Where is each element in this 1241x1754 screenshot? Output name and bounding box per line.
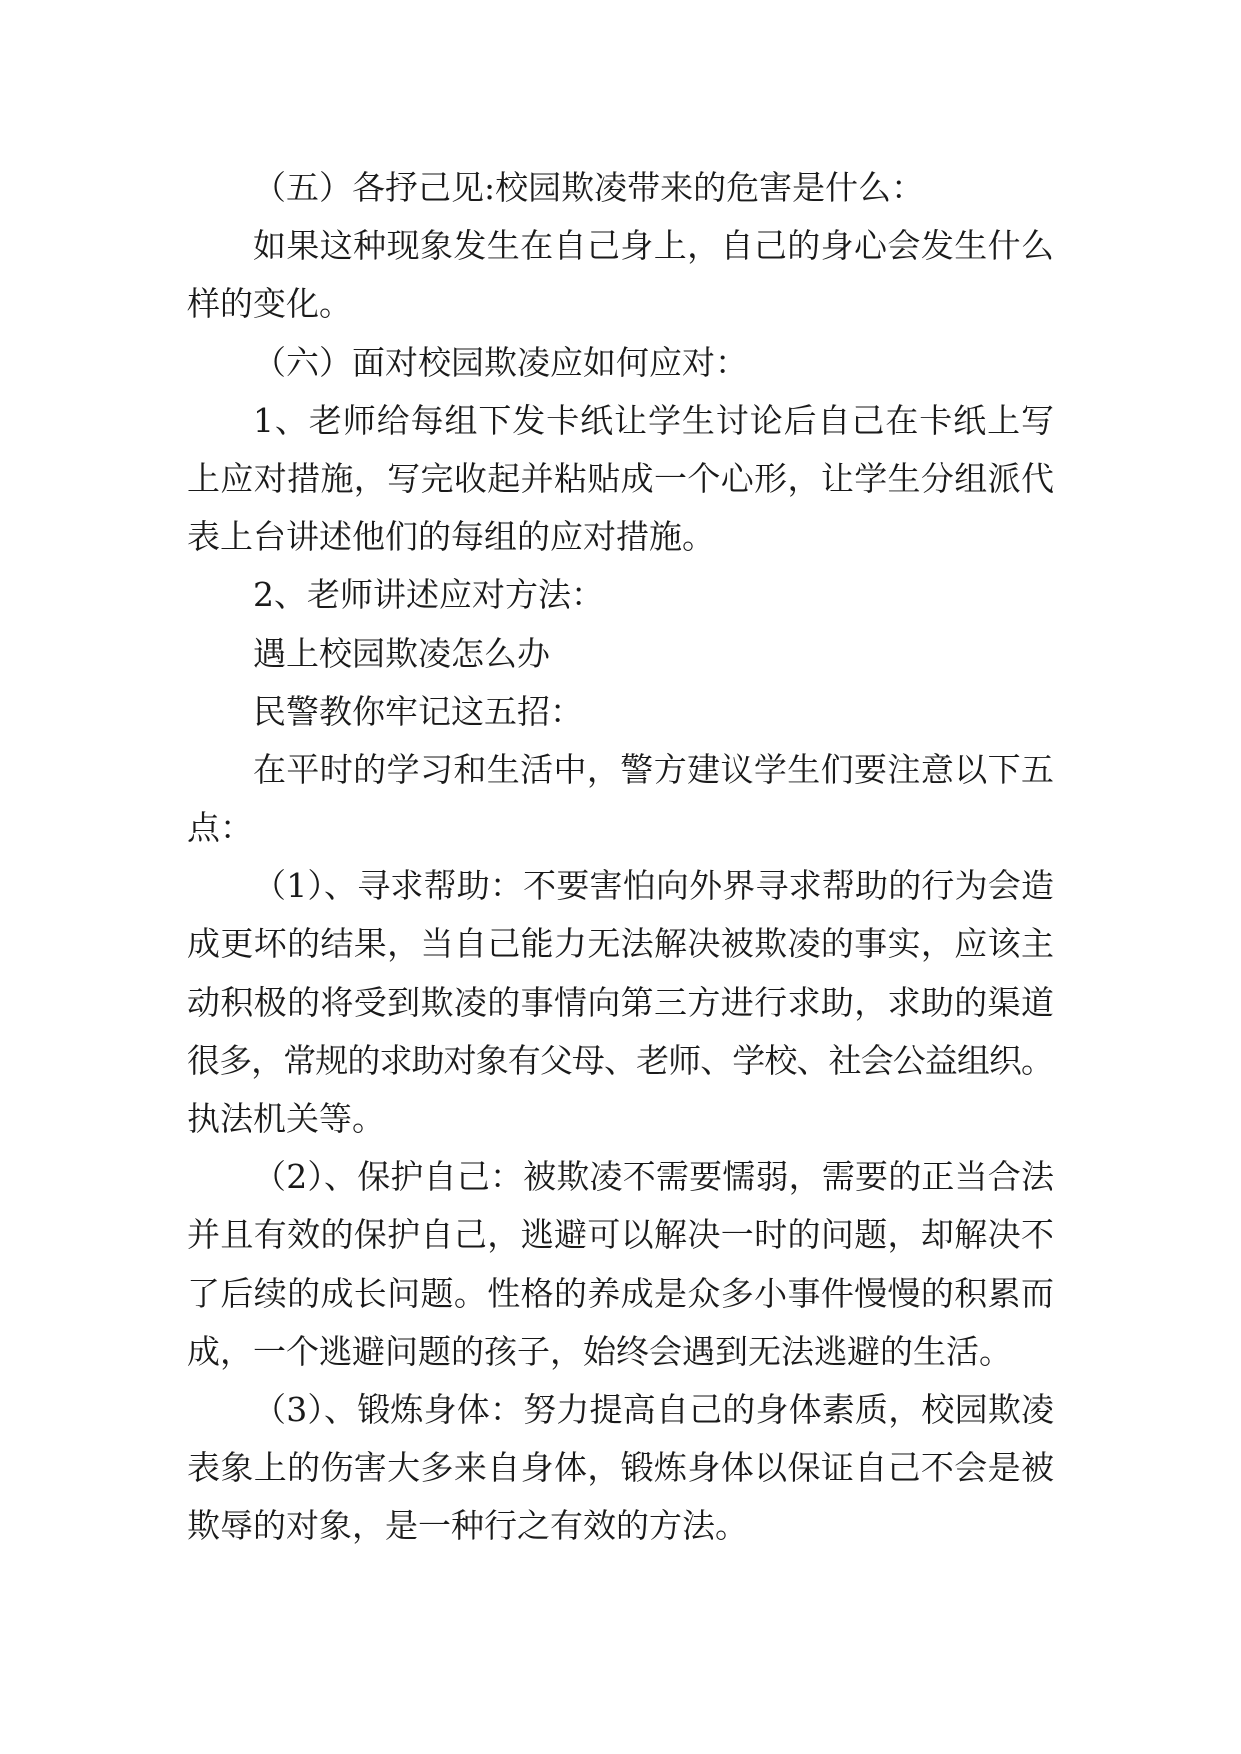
text-line (187, 159, 1054, 217)
text-line (187, 683, 1054, 741)
text-line-content: 并且有效的保护自己，逃避可以解决一时的问题，却解决不 (187, 1215, 1055, 1255)
text-line (187, 857, 1054, 915)
text-line (187, 1439, 1054, 1497)
text-line-content: 成更坏的结果，当自己能力无法解决被欺凌的事实，应该主 (187, 924, 1055, 964)
text-line (187, 625, 1054, 683)
paragraph (187, 1381, 1054, 1556)
text-line-content: 民警教你牢记这五招： (253, 691, 583, 731)
text-line-content: 成，一个逃避问题的孩子，始终会遇到无法逃避的生活。 (187, 1331, 1012, 1371)
text-line-content: （1）、寻求帮助：不要害怕向外界寻求帮助的行为会造 (253, 866, 1055, 906)
text-line-content: （2）、保护自己：被欺凌不需要懦弱，需要的正当合法 (253, 1157, 1055, 1197)
text-line (187, 566, 1054, 624)
text-line (187, 1497, 1054, 1555)
paragraph (187, 1148, 1054, 1381)
text-line (187, 1265, 1054, 1323)
text-line (187, 275, 1054, 333)
paragraph (187, 159, 1054, 217)
text-line (187, 1323, 1054, 1381)
paragraph (187, 566, 1054, 624)
text-line (187, 217, 1054, 275)
text-line-content: 了后续的成长问题。性格的养成是众多小事件慢慢的积累而 (187, 1273, 1055, 1313)
paragraph (187, 857, 1054, 1148)
text-line-content: 表上台讲述他们的每组的应对措施。 (187, 517, 715, 557)
text-line (187, 392, 1054, 450)
text-line-content: 动积极的将受到欺凌的事情向第三方进行求助，求助的渠道 (187, 982, 1055, 1022)
text-line-content: 表象上的伤害大多来自身体，锻炼身体以保证自己不会是被 (187, 1448, 1055, 1488)
text-line-content: 遇上校园欺凌怎么办 (253, 633, 550, 673)
text-line (187, 450, 1054, 508)
text-line-content: 点： (187, 808, 253, 848)
text-line (187, 1032, 1054, 1090)
paragraph (187, 683, 1054, 741)
text-line (187, 974, 1054, 1032)
text-line-content: 很多，常规的求助对象有父母、老师、学校、社会公益组织。 (187, 1040, 1054, 1080)
text-line (187, 1148, 1054, 1206)
text-line (187, 1090, 1054, 1148)
paragraph (187, 741, 1054, 857)
paragraph (187, 334, 1054, 392)
text-line-content: 执法机关等。 (187, 1099, 385, 1138)
text-line-content: 欺辱的对象，是一种行之有效的方法。 (187, 1506, 748, 1546)
paragraph (187, 625, 1054, 683)
text-line (187, 508, 1054, 566)
text-line-content: （五）各抒己见:校园欺凌带来的危害是什么： (253, 168, 925, 207)
text-line (187, 799, 1054, 857)
text-line (187, 915, 1054, 973)
text-line (187, 741, 1054, 799)
text-line-content: 样的变化。 (187, 284, 352, 324)
text-line-content: （六）面对校园欺凌应如何应对： (253, 342, 748, 382)
paragraph (187, 392, 1054, 567)
paragraph (187, 217, 1054, 333)
document-body (187, 159, 1054, 1556)
text-line-content: 1、老师给每组下发卡纸让学生讨论后自己在卡纸上写 (253, 400, 1055, 440)
text-line (187, 1381, 1054, 1439)
text-line-content: （3）、锻炼身体：努力提高自己的身体素质，校园欺凌 (253, 1389, 1055, 1429)
text-line-content: 如果这种现象发生在自己身上，自己的身心会发生什么 (253, 226, 1055, 266)
text-line-content: 上应对措施，写完收起并粘贴成一个心形，让学生分组派代 (187, 458, 1055, 498)
text-line-content: 在平时的学习和生活中，警方建议学生们要注意以下五 (253, 749, 1055, 789)
text-line (187, 1206, 1054, 1264)
text-line (187, 334, 1054, 392)
text-line-content: 2、老师讲述应对方法： (253, 575, 604, 615)
